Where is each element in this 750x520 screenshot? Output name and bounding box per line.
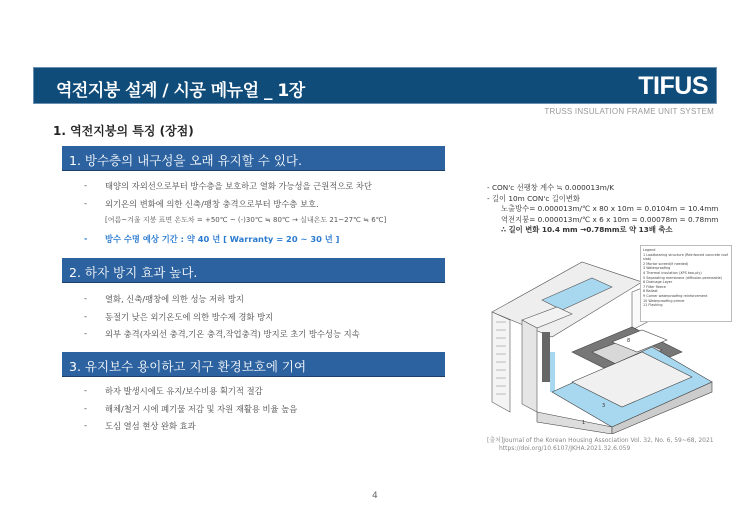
citation <box>487 437 714 453</box>
block-2-list <box>84 293 360 346</box>
warranty-highlight: - 방수 수명 예상 기간 : 약 40 년 [ Warranty = 20 ~ 30 년 ] <box>84 233 386 251</box>
section-title: 1. 역전지붕의 특징 (장점) <box>53 124 194 138</box>
legend-item: 9 Corner waterproofing reinforcement <box>643 293 708 298</box>
legend-item: 6 Drainage Layer <box>643 280 673 285</box>
citation-source: [출처]Journal of the Korean Housing Association Vol. 32, No. 6, 59~68, 2021 <box>487 437 714 444</box>
legend-item: 8 Ballast <box>643 289 658 294</box>
legend-item: 4 Thermal insulation (XPS two-ply) <box>643 270 702 275</box>
list-item: - 하자 발생시에도 유지/보수비용 획기적 절감 <box>84 385 297 403</box>
list-item: - 외부 충격(자외선 충격,기온 충격,작업충격) 방지로 초기 방수성능 지속 <box>84 328 360 346</box>
list-item: - 해체/철거 시에 폐기물 저감 및 자원 재활용 비율 높음 <box>84 403 297 421</box>
logo-tagline: TRUSS INSULATION FRAME UNIT SYSTEM <box>544 107 714 116</box>
calc-line: - 길이 10m CON'c 길이변화 <box>487 193 580 203</box>
legend-title: Legend <box>643 248 656 252</box>
block-1-list <box>84 180 386 250</box>
svg-text:3: 3 <box>602 403 606 409</box>
page-number: 4 <box>372 491 378 501</box>
svg-text:8: 8 <box>627 338 631 344</box>
temperature-note: [여름~겨울 지붕 표면 온도차 = +50℃ ~ (-)30℃ ≒ 80℃ → 실내온도 21~27℃ ≒ 6℃] <box>105 216 387 224</box>
list-item: - 열화, 신축/팽창에 의한 성능 저하 방지 <box>84 293 360 311</box>
list-item: - 동절기 낮은 외기온도에 의한 방수제 경화 방지 <box>84 311 360 329</box>
citation-doi: https://doi.org/10.6107/JKHA.2021.32.6.059 <box>499 445 631 452</box>
svg-text:1: 1 <box>582 420 586 426</box>
block-3-list <box>84 385 297 438</box>
legend-item: 7 Filter fleece <box>643 284 666 289</box>
calc-line: - CON'c 선팽창 계수 ≒ 0.000013m/K <box>487 183 615 192</box>
legend-item: 5 Separating membrane (diffusion-permeable) <box>643 275 723 280</box>
calc-line: 역전지붕= 0.000013m/℃ x 6 x 10m = 0.00078m = 0.78mm <box>501 214 719 224</box>
legend-item: 2 Mortar screed(if needed) <box>643 261 689 266</box>
legend-item: 1 Loadbearing structure (Reinforced concrete roof slab) <box>643 252 728 262</box>
header-bar <box>33 67 717 104</box>
calc-line: 노출방수= 0.000013m/℃ x 80 x 10m = 0.0104m = 10.4mm <box>501 204 719 214</box>
list-item: - 태양의 자외선으로부터 방수층을 보호하고 열화 가능성을 근원적으로 차단 <box>84 180 386 198</box>
diagram-legend <box>640 245 732 322</box>
block-heading-3: 3. 유지보수 용이하고 지구 환경보호에 기여 <box>62 352 445 377</box>
legend-item: 11 Flashing <box>643 303 663 308</box>
legend-item: 10 Waterproofing primer <box>643 298 685 303</box>
legend-item: 3 Waterproofing <box>643 266 671 271</box>
block-heading-2: 2. 하자 방지 효과 높다. <box>62 258 445 283</box>
expansion-calculation <box>487 183 718 236</box>
calc-conclusion: ∴ 길이 변화 10.4 mm →0.78mm로 약 13배 축소 <box>501 225 673 235</box>
list-item: - 도심 열섬 현상 완화 효과 <box>84 420 297 438</box>
tifus-logo: TIFUS <box>638 72 708 100</box>
list-item: - 외기온의 변화에 의한 신축/팽창 충격으로부터 방수층 보호. <box>84 198 386 216</box>
page-title: 역전지붕 설계 / 시공 메뉴얼 _ 1장 <box>56 81 305 101</box>
block-heading-1: 1. 방수층의 내구성을 오래 유지할 수 있다. <box>62 146 445 171</box>
